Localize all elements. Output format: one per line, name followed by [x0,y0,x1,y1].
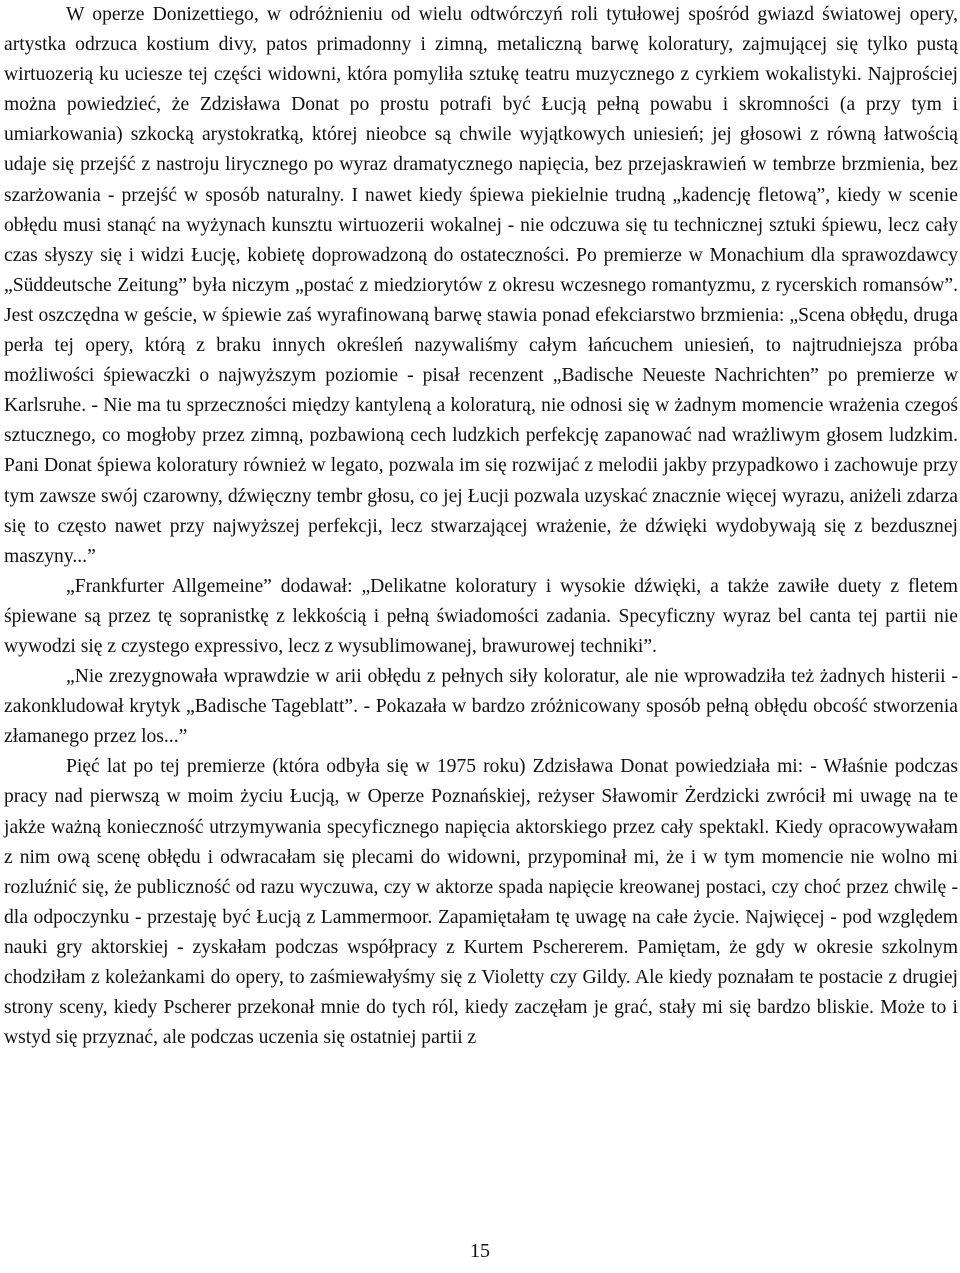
document-page [4,0,958,1053]
paragraph-lucia-review: W operze Donizettiego, w odróżnieniu od wielu odtwórczyń roli tytułowej spośród gwiazd światowej opery, artystka odrzuca kostium divy, patos primadonny i zimną, metaliczną barwę koloratury, zajmującej się tylko pustą wirtuozerią ku uciesze tej części widowni, która pomyliła sztukę teatru muzycznego z cyrkiem wokalistyki. Najprościej można powiedzieć, że Zdzisława Donat po prostu potrafi być Łucją pełną powabu i skromności (a przy tym i umiarkowania) szkocką arystokratką, której nieobce są chwile wyjątkowych uniesień; jej głosowi z równą łatwością udaje się przejść z nastroju lirycznego po wyraz dramatycznego napięcia, bez przejaskrawień w tembrze brzmienia, bez szarżowania - przejść w sposób naturalny. I nawet kiedy śpiewa piekielnie trudną „kadencję fletową”, kiedy w scenie obłędu musi stanąć na wyżynach kunsztu wirtuozerii wokalnej - nie odczuwa się tu technicznej sztuki śpiewu, lecz cały czas słyszy się i widzi Łucję, kobietę doprowadzoną do ostateczności. Po premierze w Monachium dla sprawozdawcy „Süddeutsche Zeitung” była niczym „postać z miedziorytów z okresu wczesnego romantyzmu, z rycerskich romansów”. Jest oszczędna w geście, w śpiewie zaś wyrafinowaną barwę stawia ponad efekciarstwo brzmienia: „Scena obłędu, druga perła tej opery, którą z braku innych określeń nazywaliśmy całym łańcuchem uniesień, to najtrudniejsza próba możliwości śpiewaczki o najwyższym poziomie - pisał recenzent „Badische Neueste Nachrichten” po premierze w Karlsruhe. - Nie ma tu sprzeczności między kantyleną a koloraturą, nie odnosi się w żadnym momencie wrażenia czegoś sztucznego, co mogłoby przez zimną, pozbawioną cech ludzkich perfekcję zapanować nad wrażliwym głosem ludzkim. Pani Donat śpiewa koloratury również w legato, pozwala im się rozwijać z melodii jakby przypadkowo i zachowuje przy tym zawsze swój czarowny, dźwięczny tembr głosu, co jej Łucji pozwala uzyskać znacznie więcej wyrazu, aniżeli zdarza się to często nawet przy najwyższej perfekcji, lecz stwarzającej wrażenie, że dźwięki wydobywają się z bezdusznej maszyny...” [4,4,958,567]
paragraph-badische-tageblatt: „Nie zrezygnowała wprawdzie w arii obłędu z pełnych siły koloratur, ale nie wprowadziła też żadnych histerii - zakonkludował krytyk „Badische Tageblatt”. - Pokazała w bardzo zróżnicowany sposób pełną obłędu obcość stworzenia złamanego przez los...” [4,666,958,748]
paragraph-frankfurter-allgemeine: „Frankfurter Allgemeine” dodawał: „Delikatne koloratury i wysokie dźwięki, a także zawiłe duety z fletem śpiewane są przez tę sopranistkę z lekkością i pełną świadomości zadania. Specyficzny wyraz bel canta tej partii nie wywodzi się z czystego expressivo, lecz z wysublimowanej, brawurowej techniki”. [4,575,958,657]
page-number: 15 [470,1240,490,1262]
paragraph-donat-interview: Pięć lat po tej premierze (która odbyła się w 1975 roku) Zdzisława Donat powiedziała mi: - Właśnie podczas pracy nad pierwszą w moim życiu Łucją, w Operze Poznańskiej, reżyser Sławomir Żerdzicki zwrócił mi uwagę na te jakże ważną konieczność utrzymywania specyficznego napięcia aktorskiego przez cały spektakl. Kiedy opracowywałam z nim ową scenę obłędu i odwracałam się plecami do widowni, przypominał mi, że i w tym momencie nie wolno mi rozluźnić się, że publiczność od razu wyczuwa, czy w aktorze spada napięcie kreowanej postaci, czy choć przez chwilę - dla odpoczynku - przestaję być Łucją z Lammermoor. Zapamiętałam tę uwagę na całe życie. Najwięcej - pod względem nauki gry aktorskiej - zyskałam podczas współpracy z Kurtem Pschererem. Pamiętam, że gdy w okresie szkolnym chodziłam z koleżankami do opery, to zaśmiewałyśmy się z Violetty czy Gildy. Ale kiedy poznałam te postacie z drugiej strony sceny, kiedy Pscherer przekonał mnie do tych ról, kiedy zaczęłam je grać, stały mi się bardzo bliskie. Może to i wstyd się przyznać, ale podczas uczenia się ostatniej partii z [4,756,958,1049]
